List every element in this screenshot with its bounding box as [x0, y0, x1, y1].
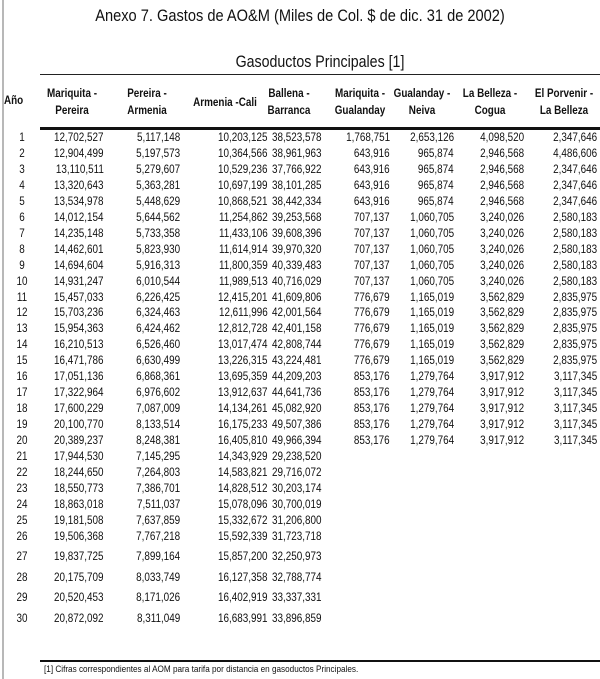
value-cell: 965,874	[418, 163, 454, 176]
value-cell: 20,872,092	[54, 612, 104, 625]
column-header-line1: Ballena -	[268, 88, 310, 100]
value-cell: 4,486,606	[552, 147, 597, 160]
value-cell: 5,916,313	[135, 259, 180, 272]
value-cell: 15,457,033	[54, 291, 104, 304]
table-row	[0, 387, 600, 402]
value-cell: 7,511,037	[136, 498, 180, 511]
value-cell: 1,279,764	[409, 371, 454, 384]
value-cell: 853,176	[354, 435, 390, 448]
value-cell: 8,311,049	[136, 612, 180, 625]
value-cell: 1,165,019	[409, 307, 454, 320]
value-cell: 13,017,474	[218, 339, 268, 352]
value-cell: 3,240,026	[479, 275, 524, 288]
value-cell: 42,401,158	[272, 323, 322, 336]
value-cell: 14,134,261	[218, 403, 268, 416]
value-cell: 1,279,764	[409, 403, 454, 416]
year-cell: 3	[19, 163, 25, 176]
value-cell: 5,197,573	[135, 147, 180, 160]
table-row	[0, 515, 600, 530]
value-cell: 2,347,646	[552, 132, 597, 144]
value-cell: 7,264,803	[135, 466, 180, 479]
value-cell: 16,210,513	[54, 339, 104, 352]
table-row	[0, 164, 600, 179]
value-cell: 3,240,026	[479, 243, 524, 256]
value-cell: 6,630,499	[135, 355, 180, 368]
value-cell: 11,433,106	[219, 227, 268, 240]
value-cell: 18,863,018	[54, 498, 104, 511]
value-cell: 853,176	[354, 371, 390, 384]
value-cell: 20,100,770	[54, 419, 104, 432]
value-cell: 14,012,154	[54, 211, 104, 224]
value-cell: 10,868,521	[218, 195, 268, 208]
value-cell: 2,835,975	[552, 291, 597, 304]
table-row	[0, 467, 600, 482]
column-header-line1: Gualanday -	[393, 88, 451, 100]
value-cell: 11,614,914	[219, 243, 268, 256]
column-header-line2: La Belleza	[539, 105, 589, 117]
value-cell: 643,916	[354, 163, 390, 176]
value-cell: 965,874	[418, 179, 454, 192]
column-header-line2: Gualanday	[334, 105, 386, 117]
table-row	[0, 483, 600, 498]
value-cell: 853,176	[354, 403, 390, 416]
value-cell: 13,226,315	[218, 355, 268, 368]
value-cell: 7,087,009	[135, 403, 180, 416]
value-cell: 17,051,136	[54, 371, 104, 384]
value-cell: 965,874	[418, 147, 454, 160]
value-cell: 12,702,527	[54, 132, 104, 144]
value-cell: 776,679	[354, 291, 390, 304]
value-cell: 3,562,829	[479, 323, 524, 336]
table-row	[0, 435, 600, 450]
value-cell: 19,181,508	[54, 514, 104, 527]
table-row	[0, 499, 600, 514]
value-cell: 11,800,359	[219, 259, 268, 272]
value-cell: 2,580,183	[552, 259, 597, 272]
year-cell: 24	[16, 498, 28, 511]
table-subtitle: Gasoductos Principales [1]	[235, 53, 405, 71]
header-bottom-rule	[40, 127, 600, 130]
value-cell: 2,347,646	[552, 179, 597, 192]
column-header-line1: Armenia -Cali	[193, 97, 257, 109]
value-cell: 16,127,358	[218, 571, 268, 584]
value-cell: 2,835,975	[552, 323, 597, 336]
value-cell: 43,224,481	[272, 355, 322, 368]
table-row	[0, 339, 600, 354]
value-cell: 19,837,725	[54, 551, 104, 564]
value-cell: 33,896,859	[272, 612, 322, 625]
value-cell: 38,961,963	[272, 147, 322, 160]
value-cell: 6,424,462	[135, 323, 180, 336]
value-cell: 15,857,200	[218, 551, 268, 564]
table-row	[0, 180, 600, 195]
value-cell: 10,529,236	[218, 163, 268, 176]
value-cell: 16,405,810	[218, 435, 268, 448]
value-cell: 11,989,513	[219, 275, 268, 288]
value-cell: 1,060,705	[409, 227, 454, 240]
value-cell: 31,206,800	[272, 514, 322, 527]
value-cell: 30,700,019	[272, 498, 322, 511]
value-cell: 17,322,964	[54, 387, 104, 400]
value-cell: 3,917,912	[479, 371, 524, 384]
value-cell: 643,916	[354, 195, 390, 208]
value-cell: 14,235,148	[54, 227, 104, 240]
value-cell: 10,697,199	[218, 179, 268, 192]
year-cell: 27	[16, 551, 28, 564]
year-cell: 29	[16, 592, 28, 605]
value-cell: 19,506,368	[54, 530, 104, 543]
value-cell: 5,448,629	[135, 195, 180, 208]
value-cell: 2,580,183	[552, 227, 597, 240]
value-cell: 10,203,125	[218, 132, 268, 144]
year-cell: 12	[16, 307, 28, 320]
document-title: Anexo 7. Gastos de AO&M (Miles de Col. $ de dic. 31 de 2002)	[95, 6, 505, 25]
year-column-header: Año	[4, 95, 24, 107]
value-cell: 5,279,607	[135, 163, 180, 176]
value-cell: 2,347,646	[552, 195, 597, 208]
table-row	[0, 307, 600, 322]
value-cell: 3,562,829	[479, 355, 524, 368]
value-cell: 3,917,912	[479, 403, 524, 416]
year-cell: 26	[16, 530, 28, 543]
value-cell: 7,637,859	[135, 514, 180, 527]
value-cell: 7,386,701	[135, 482, 180, 495]
table-row	[0, 572, 600, 587]
value-cell: 3,917,912	[479, 419, 524, 432]
year-cell: 25	[16, 514, 28, 527]
value-cell: 2,835,975	[552, 339, 597, 352]
value-cell: 643,916	[354, 147, 390, 160]
header-divider	[40, 74, 600, 75]
table-bottom-rule	[40, 660, 600, 662]
table-row	[0, 419, 600, 434]
table-row	[0, 613, 600, 628]
value-cell: 38,523,578	[272, 132, 322, 144]
value-cell: 643,916	[354, 179, 390, 192]
year-cell: 23	[16, 482, 28, 495]
value-cell: 6,010,544	[135, 275, 180, 288]
value-cell: 37,766,922	[272, 163, 322, 176]
value-cell: 15,954,363	[54, 323, 104, 336]
value-cell: 12,611,996	[219, 307, 268, 320]
value-cell: 8,033,749	[135, 571, 180, 584]
value-cell: 42,808,744	[272, 339, 322, 352]
value-cell: 1,060,705	[409, 243, 454, 256]
value-cell: 20,389,237	[54, 435, 104, 448]
value-cell: 3,917,912	[479, 387, 524, 400]
column-header-line2: Neiva	[408, 105, 436, 117]
value-cell: 32,250,973	[272, 551, 322, 564]
table-row	[0, 260, 600, 275]
table-row	[0, 228, 600, 243]
value-cell: 40,716,029	[272, 275, 322, 288]
value-cell: 5,823,930	[135, 243, 180, 256]
value-cell: 15,703,236	[54, 307, 104, 320]
value-cell: 3,117,345	[553, 387, 597, 400]
value-cell: 3,240,026	[479, 259, 524, 272]
year-cell: 15	[16, 355, 28, 368]
value-cell: 2,580,183	[552, 211, 597, 224]
year-cell: 28	[16, 571, 28, 584]
year-cell: 13	[16, 323, 28, 336]
column-header-line1: La Belleza -	[462, 88, 518, 100]
value-cell: 1,060,705	[409, 211, 454, 224]
year-cell: 16	[16, 371, 28, 384]
value-cell: 707,137	[354, 211, 390, 224]
value-cell: 2,347,646	[552, 163, 597, 176]
value-cell: 1,165,019	[409, 355, 454, 368]
table-row	[0, 212, 600, 227]
table-row	[0, 132, 600, 147]
value-cell: 776,679	[354, 355, 390, 368]
value-cell: 16,471,786	[54, 355, 104, 368]
value-cell: 14,462,601	[54, 243, 104, 256]
column-header-line1: Mariquita -	[334, 88, 385, 100]
year-cell: 1	[19, 132, 25, 144]
value-cell: 2,946,568	[479, 195, 524, 208]
value-cell: 3,117,345	[553, 435, 597, 448]
value-cell: 16,402,919	[218, 592, 268, 605]
year-cell: 5	[19, 195, 25, 208]
value-cell: 15,332,672	[218, 514, 268, 527]
year-cell: 2	[19, 147, 25, 160]
year-cell: 4	[19, 179, 25, 192]
value-cell: 1,165,019	[409, 323, 454, 336]
value-cell: 45,082,920	[272, 403, 322, 416]
value-cell: 707,137	[354, 227, 390, 240]
table-row	[0, 244, 600, 259]
column-header-line2: Barranca	[267, 105, 311, 117]
column-header	[521, 86, 600, 120]
year-cell: 20	[16, 435, 28, 448]
value-cell: 1,279,764	[409, 419, 454, 432]
year-cell: 11	[16, 291, 28, 304]
value-cell: 29,716,072	[272, 466, 322, 479]
value-cell: 7,145,295	[135, 451, 180, 463]
column-header-line2: Cogua	[474, 105, 506, 117]
value-cell: 39,253,568	[272, 211, 322, 224]
value-cell: 1,768,751	[345, 132, 390, 144]
value-cell: 44,641,736	[272, 387, 322, 400]
table-row	[0, 451, 600, 466]
value-cell: 3,117,345	[553, 403, 597, 416]
table-row	[0, 355, 600, 370]
value-cell: 13,534,978	[54, 195, 104, 208]
value-cell: 707,137	[354, 275, 390, 288]
value-cell: 7,767,218	[135, 530, 180, 543]
value-cell: 5,363,281	[135, 179, 180, 192]
value-cell: 2,835,975	[552, 307, 597, 320]
value-cell: 5,644,562	[135, 211, 180, 224]
value-cell: 49,966,394	[272, 435, 322, 448]
value-cell: 6,526,460	[135, 339, 180, 352]
value-cell: 13,912,637	[218, 387, 268, 400]
value-cell: 17,944,530	[54, 451, 104, 463]
value-cell: 2,946,568	[479, 179, 524, 192]
value-cell: 11,254,862	[219, 211, 268, 224]
value-cell: 8,248,381	[135, 435, 180, 448]
value-cell: 42,001,564	[272, 307, 322, 320]
value-cell: 20,175,709	[54, 571, 104, 584]
value-cell: 5,117,148	[136, 132, 180, 144]
value-cell: 5,733,358	[135, 227, 180, 240]
column-header-line1: Pereira -	[127, 88, 167, 100]
column-header-line2: Pereira	[55, 105, 89, 117]
value-cell: 707,137	[354, 243, 390, 256]
value-cell: 39,970,320	[272, 243, 322, 256]
value-cell: 6,868,361	[135, 371, 180, 384]
value-cell: 18,550,773	[54, 482, 104, 495]
value-cell: 1,060,705	[409, 259, 454, 272]
column-header	[29, 86, 115, 120]
year-cell: 7	[19, 227, 25, 240]
value-cell: 2,580,183	[552, 275, 597, 288]
value-cell: 14,931,247	[54, 275, 104, 288]
value-cell: 38,101,285	[272, 179, 322, 192]
table-row	[0, 323, 600, 338]
value-cell: 18,244,650	[54, 466, 104, 479]
year-cell: 17	[16, 387, 28, 400]
value-cell: 1,165,019	[409, 339, 454, 352]
table-row	[0, 196, 600, 211]
value-cell: 39,608,396	[272, 227, 322, 240]
value-cell: 13,695,359	[218, 371, 268, 384]
value-cell: 20,520,453	[54, 592, 104, 605]
year-cell: 22	[16, 466, 28, 479]
value-cell: 3,562,829	[479, 339, 524, 352]
value-cell: 1,165,019	[409, 291, 454, 304]
value-cell: 8,133,514	[135, 419, 180, 432]
value-cell: 4,098,520	[479, 132, 524, 144]
value-cell: 15,078,096	[218, 498, 268, 511]
year-cell: 9	[19, 259, 25, 272]
value-cell: 16,175,233	[218, 419, 268, 432]
year-cell: 30	[16, 612, 28, 625]
value-cell: 1,279,764	[409, 435, 454, 448]
year-cell: 10	[16, 275, 28, 288]
column-header-line1: El Porvenir -	[534, 88, 594, 100]
value-cell: 38,442,334	[272, 195, 322, 208]
value-cell: 965,874	[418, 195, 454, 208]
value-cell: 6,226,425	[135, 291, 180, 304]
column-header-line2: Armenia	[127, 105, 167, 117]
year-cell: 6	[19, 211, 25, 224]
value-cell: 29,238,520	[272, 451, 322, 463]
value-cell: 2,946,568	[479, 163, 524, 176]
year-cell: 8	[19, 243, 25, 256]
table-row	[0, 531, 600, 546]
footnote: [1] Cifras correspondientes al AOM para tarifa por distancia en gasoductos Principales.	[44, 664, 359, 675]
year-cell: 14	[16, 339, 28, 352]
value-cell: 41,609,806	[272, 291, 322, 304]
value-cell: 3,117,345	[553, 371, 597, 384]
value-cell: 707,137	[354, 259, 390, 272]
year-cell: 18	[16, 403, 28, 416]
table-row	[0, 148, 600, 163]
value-cell: 14,694,604	[54, 259, 104, 272]
value-cell: 1,060,705	[409, 275, 454, 288]
value-cell: 3,240,026	[479, 227, 524, 240]
value-cell: 14,343,929	[218, 451, 268, 463]
table-row	[0, 371, 600, 386]
value-cell: 776,679	[354, 339, 390, 352]
value-cell: 33,337,331	[272, 592, 322, 605]
value-cell: 44,209,203	[272, 371, 322, 384]
value-cell: 2,946,568	[479, 147, 524, 160]
value-cell: 3,240,026	[479, 211, 524, 224]
value-cell: 12,904,499	[54, 147, 104, 160]
year-cell: 21	[16, 451, 28, 463]
value-cell: 13,320,643	[54, 179, 104, 192]
value-cell: 49,507,386	[272, 419, 322, 432]
value-cell: 853,176	[354, 387, 390, 400]
table-row	[0, 276, 600, 291]
value-cell: 7,899,164	[135, 551, 180, 564]
column-header-line1: Mariquita -	[46, 88, 97, 100]
value-cell: 776,679	[354, 323, 390, 336]
value-cell: 3,562,829	[479, 307, 524, 320]
value-cell: 14,828,512	[218, 482, 268, 495]
value-cell: 10,364,566	[218, 147, 268, 160]
value-cell: 6,324,463	[135, 307, 180, 320]
value-cell: 31,723,718	[272, 530, 322, 543]
value-cell: 12,812,728	[218, 323, 268, 336]
value-cell: 2,653,126	[409, 132, 454, 144]
value-cell: 30,203,174	[272, 482, 322, 495]
value-cell: 853,176	[354, 419, 390, 432]
value-cell: 3,562,829	[479, 291, 524, 304]
value-cell: 40,339,483	[272, 259, 322, 272]
value-cell: 16,683,991	[218, 612, 268, 625]
table-row	[0, 292, 600, 307]
column-header	[104, 86, 190, 120]
value-cell: 776,679	[354, 307, 390, 320]
value-cell: 1,279,764	[409, 387, 454, 400]
value-cell: 2,580,183	[552, 243, 597, 256]
value-cell: 3,117,345	[553, 419, 597, 432]
value-cell: 17,600,229	[54, 403, 104, 416]
value-cell: 15,592,339	[218, 530, 268, 543]
table-row	[0, 551, 600, 566]
value-cell: 3,917,912	[479, 435, 524, 448]
table-row	[0, 592, 600, 607]
value-cell: 12,415,201	[218, 291, 268, 304]
value-cell: 6,976,602	[135, 387, 180, 400]
value-cell: 13,110,511	[55, 163, 104, 176]
value-cell: 32,788,774	[272, 571, 322, 584]
value-cell: 8,171,026	[135, 592, 180, 605]
value-cell: 14,583,821	[218, 466, 268, 479]
value-cell: 2,835,975	[552, 355, 597, 368]
year-cell: 19	[16, 419, 28, 432]
table-row	[0, 403, 600, 418]
